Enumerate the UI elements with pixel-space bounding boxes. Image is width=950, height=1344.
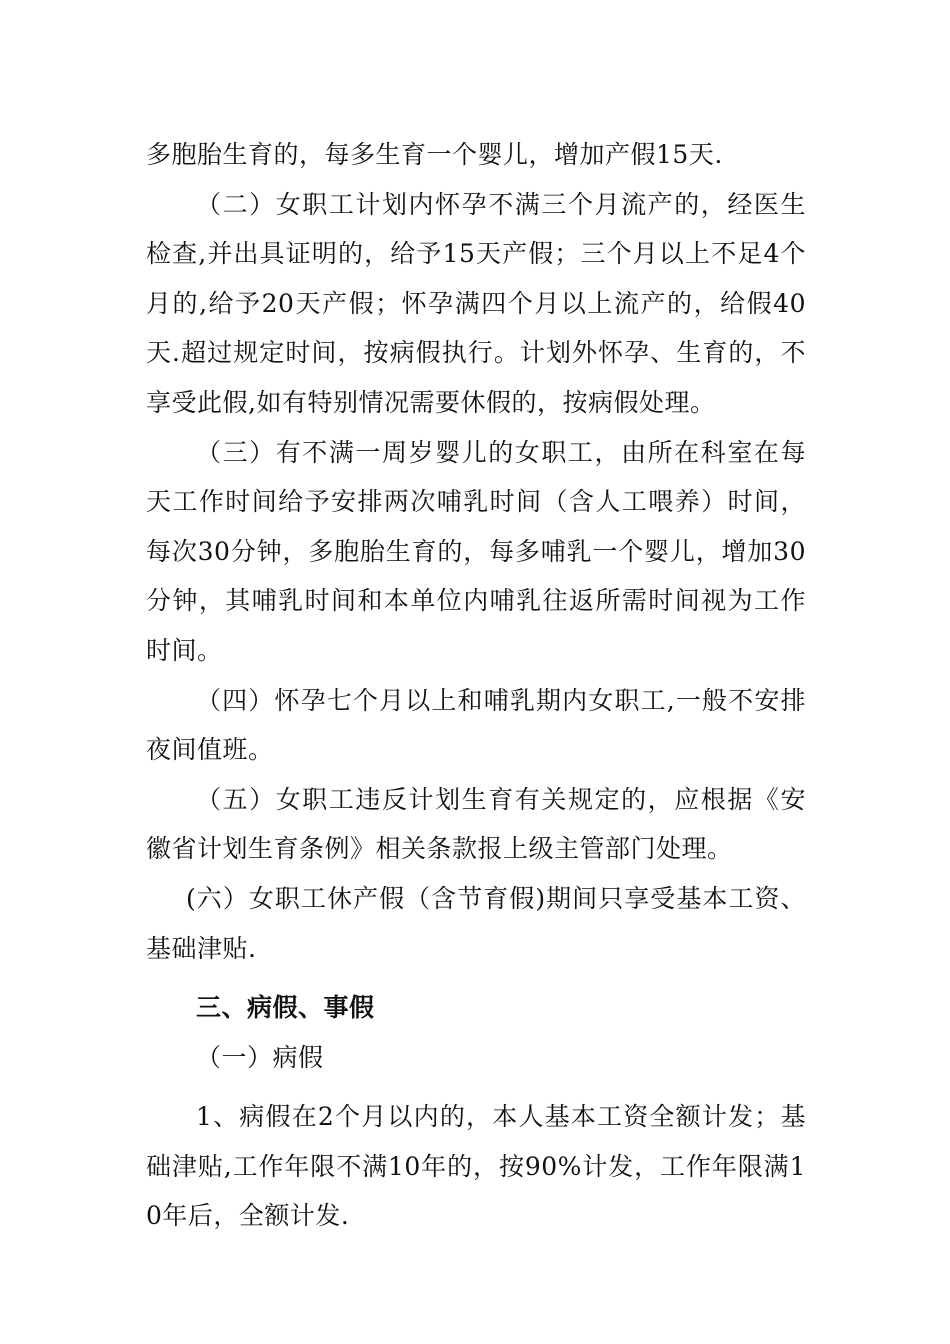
spacer xyxy=(146,1082,806,1092)
paragraph-item-6: (六）女职工休产假（含节育假)期间只享受基本工资、基础津贴. xyxy=(146,883,806,963)
paragraph-item-5: （五）女职工违反计划生育有关规定的，应根据《安徽省计划生育条例》相关条款报上级主管部门处理。 xyxy=(146,784,806,864)
paragraph-sick-leave-1: 1、病假在2个月以内的，本人基本工资全额计发；基础津贴,工作年限不满10年的，按90%计发，工作年限满10年后，全额计发. xyxy=(146,1102,806,1231)
document-body xyxy=(146,130,806,1241)
spacer xyxy=(146,973,806,983)
paragraph-item-4: （四）怀孕七个月以上和哺乳期内女职工,一般不安排夜间值班。 xyxy=(146,685,806,765)
section-heading-3: 三、病假、事假 xyxy=(196,993,375,1023)
paragraph-item-2: （二）女职工计划内怀孕不满三个月流产的，经医生检查,并出具证明的，给予15天产假；三个月以上不足4个月的,给予20天产假；怀孕满四个月以上流产的，给假40天.超过规定时间，按病假执行。计划外怀孕、生育的，不享受此假,如有特别情况需要休假的，按病假处理。 xyxy=(146,189,806,417)
subsection-heading-sick-leave: （一）病假 xyxy=(196,1042,324,1072)
paragraph-item-3: （三）有不满一周岁婴儿的女职工，由所在科室在每天工作时间给予安排两次哺乳时间（含人工喂养）时间，每次30分钟，多胞胎生育的，每多哺乳一个婴儿，增加30分钟，其哺乳时间和本单位内哺乳往返所需时间视为工作时间。 xyxy=(146,437,806,665)
paragraph-continuation: 多胞胎生育的，每多生育一个婴儿，增加产假15天. xyxy=(146,140,723,169)
